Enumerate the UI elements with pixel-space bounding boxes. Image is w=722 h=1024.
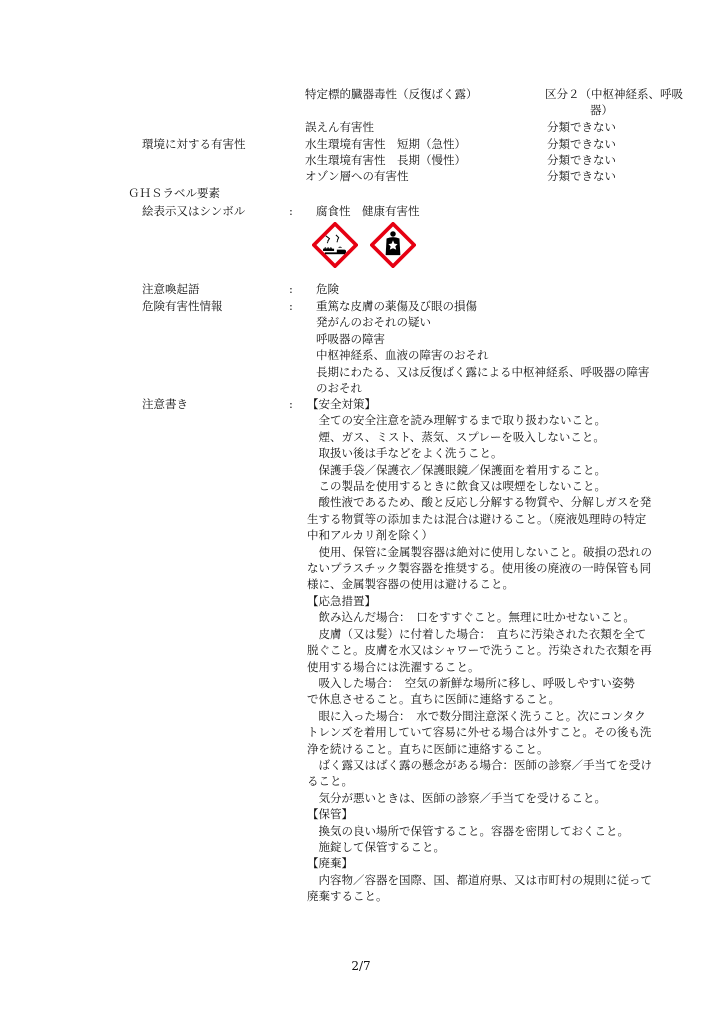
precaution-line: 廃棄すること。: [307, 889, 388, 904]
ghs-label-heading: ＧＨＳラベル要素: [128, 186, 220, 200]
pictogram-label: 絵表示又はシンボル: [142, 204, 246, 218]
precaution-line: 眼に入った場合： 水で数分間注意深く洗うこと。次にコンタク: [307, 708, 646, 723]
precaution-line: 施錠して保管すること。: [307, 839, 445, 854]
hazard-statement: 発がんのおそれの疑い: [316, 315, 431, 330]
precaution-line: 生する物質等の添加または混合は避けること。（廃液処理時の特定: [307, 511, 647, 526]
precaution-line: 換気の良い場所で保管すること。容器を密閉しておくこと。: [307, 823, 629, 838]
precaution-line: 気分が悪いときは、医師の診察／手当てを受けること。: [307, 790, 606, 805]
precaution-line: 使用、保管に金属製容器は絶対に使用しないこと。破損の恐れの: [307, 544, 652, 559]
page-number: 2/7: [351, 959, 371, 973]
hazard-statement: のおそれ: [316, 381, 362, 396]
colon: :: [289, 299, 293, 313]
pictogram-text: 腐食性 健康有害性: [316, 204, 420, 218]
precaution-line: ること。: [307, 774, 353, 789]
precaution-line: 全ての安全注意を読み理解するまで取り扱わないこと。: [307, 413, 606, 428]
precaution-line: 中和アルカリ剤を除く）: [307, 528, 434, 543]
aspiration-value: 分類できない: [547, 120, 616, 134]
precaution-line: 内容物／容器を国際、国、都道府県、又は市町村の規則に従って: [307, 872, 652, 887]
hazard-statements-label: 危険有害性情報: [142, 299, 223, 313]
hazard-statement: 中枢神経系、血液の障害のおそれ: [316, 348, 489, 363]
hazard-statement: 呼吸器の障害: [316, 331, 385, 346]
colon: :: [289, 204, 293, 218]
precaution-line: ばく露又はばく露の懸念がある場合：医師の診察／手当てを受け: [307, 757, 652, 772]
hazard-statements-list: [316, 298, 650, 396]
aquatic-acute-value: 分類できない: [547, 137, 616, 151]
precaution-line: 様に、金属製容器の使用は避けること。: [307, 577, 514, 592]
precautionary-statements: [307, 396, 652, 905]
signal-word-label: 注意喚起語: [142, 282, 200, 296]
precaution-line: ないプラスチック製容器を推奨する。使用後の廃液の一時保管も同: [307, 561, 652, 576]
section-heading-storage: 【保管】: [307, 807, 353, 822]
stot-repeat-value-line1: 区分２（中枢神経系、呼吸: [545, 87, 683, 101]
precaution-line: 脱ぐこと。皮膚を水又はシャワーで洗うこと。汚染された衣類を再: [307, 643, 652, 658]
aquatic-chronic-value: 分類できない: [547, 153, 616, 167]
health-hazard-icon: [370, 222, 416, 268]
precaution-line: 飲み込んだ場合： 口をすすぐこと。無理に吐かせないこと。: [307, 610, 635, 625]
environment-category: 環境に対する有害性: [142, 137, 246, 151]
precautionary-label: 注意書き: [142, 397, 188, 411]
colon: :: [289, 397, 293, 411]
precaution-line: 使用する場合には洗濯すること。: [307, 659, 480, 674]
section-heading-safety: 【安全対策】: [307, 397, 376, 411]
aquatic-acute-label: 水生環境有害性 短期（急性）: [305, 137, 466, 151]
corrosion-icon: [312, 222, 358, 268]
precaution-line: この製品を使用するときに飲食又は喫煙をしないこと。: [307, 479, 606, 494]
hazard-statement: 重篤な皮膚の薬傷及び眼の損傷: [316, 299, 477, 313]
section-heading-first-aid: 【応急措置】: [307, 593, 376, 608]
aquatic-chronic-label: 水生環境有害性 長期（慢性）: [305, 153, 466, 167]
ozone-value: 分類できない: [547, 169, 616, 183]
precaution-line: 保護手袋／保護衣／保護眼鏡／保護面を着用すること。: [307, 462, 606, 477]
colon: :: [289, 282, 293, 296]
precaution-line: 酸性液であるため、酸と反応し分解する物質や、分解しガスを発: [307, 495, 652, 510]
precaution-line: 吸入した場合： 空気の新鮮な場所に移し、呼吸しやすい姿勢: [307, 675, 635, 690]
precaution-line: 浄を続けること。直ちに医師に連絡すること。: [307, 741, 549, 756]
precaution-line: 取扱い後は手などをよく洗うこと。: [307, 446, 503, 461]
signal-word: 危険: [316, 282, 339, 296]
precaution-line: で休息させること。直ちに医師に連絡すること。: [307, 692, 560, 707]
section-heading-disposal: 【廃棄】: [307, 856, 353, 871]
stot-repeat-label: 特定標的臓器毒性（反復ばく露）: [305, 87, 478, 101]
ozone-label: オゾン層への有害性: [305, 169, 409, 183]
precaution-line: 皮膚（又は髪）に付着した場合： 直ちに汚染された衣類を全て: [307, 626, 647, 641]
precaution-line: 煙、ガス、ミスト、蒸気、スプレーを吸入しないこと。: [307, 429, 605, 444]
stot-repeat-value-line2: 器）: [590, 103, 613, 117]
precaution-line: トレンズを着用していて容易に外せる場合は外すこと。その後も洗: [307, 725, 652, 740]
hazard-statement: 長期にわたる、又は反復ばく露による中枢神経系、呼吸器の障害: [316, 364, 650, 379]
aspiration-label: 誤えん有害性: [305, 120, 374, 134]
